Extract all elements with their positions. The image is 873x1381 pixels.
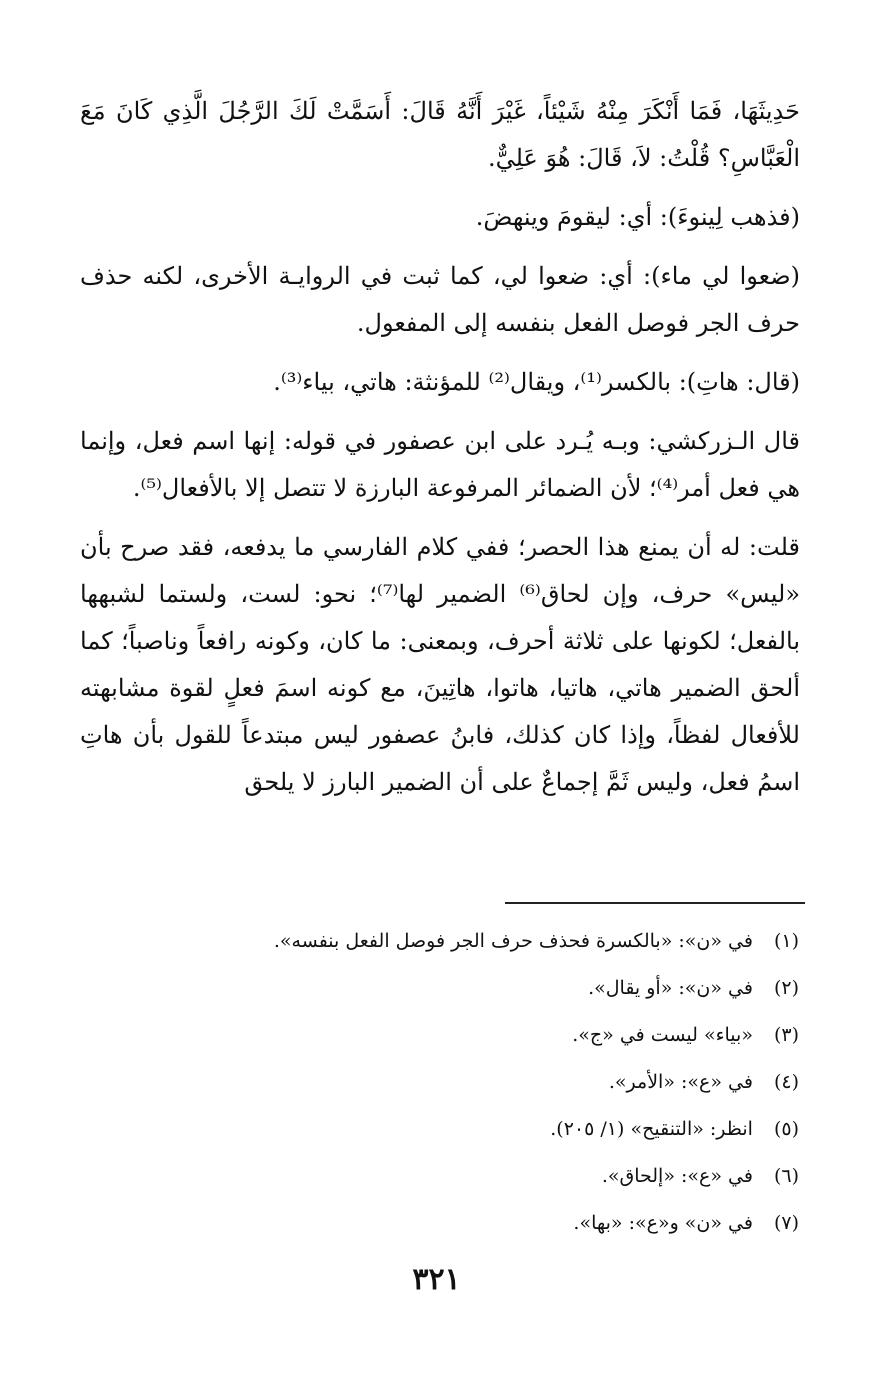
footnote-text: في «ن» و«ع»: «بها». [573,1212,753,1234]
footnote-text: في «ع»: «الأمر». [608,1071,753,1093]
paragraph-qal-hati: (قال: هاتِ): بالكسر⁽¹⁾، ويقال⁽²⁾ للمؤنثة: هاتي، بياء⁽³⁾. [273,368,800,396]
footnote-item [79,1059,799,1106]
footnote-item [79,965,799,1012]
paragraph-hadith: حَدِيثَهَا، فَمَا أَنْكَرَ مِنْهُ شَيْئاً، غَيْرَ أَنَّهُ قَالَ: أَسَمَّتْ لَكَ الرَّجُلَ الَّذِي كَانَ مَعَ الْعَبَّاسِ؟ قُلْتُ: لاَ، قَالَ: هُوَ عَلِيٌّ. [80,97,800,172]
footnote-number: (٦) [773,1165,799,1187]
footnote-divider [505,902,805,904]
footnote-item [79,1200,799,1247]
footnote-item [79,1106,799,1153]
footnote-number: (٢) [773,977,799,999]
footnote-text: في «ن»: «أو يقال». [588,977,753,999]
footnote-text: في «ع»: «إلحاق». [601,1165,753,1187]
footnote-text: «بياء» ليست في «ج». [572,1024,753,1046]
footnote-number: (٥) [773,1118,799,1140]
paragraph-qultu: قلت: له أن يمنع هذا الحصر؛ ففي كلام الفارسي ما يدفعه، فقد صرح بأن «ليس» حرف، وإن لحاق⁽⁶⁾ الضمير لها⁽⁷⁾؛ نحو: لست، ولستما لشبهها بالفعل؛ لكونها على ثلاثة أحرف، وبمعنى: ما كان، وكونه رافعاً وناصباً؛ كما ألحق الضمير هاتي، هاتيا، هاتوا، هاتِينَ، مع كونه اسمَ فعلٍ لقوة مشابهته للأفعال لفظاً، وإذا كان كذلك، فابنُ عصفور ليس مبتدعاً للقول بأن هاتِ اسمُ فعل، وليس ثَمَّ إجماعٌ على أن الضمير البارز لا يلحق [80,533,801,796]
footnote-text: في «ن»: «بالكسرة فحذف حرف الجر فوصل الفعل بنفسه». [273,930,753,952]
footnote-item [79,1153,799,1200]
footnote-number: (٧) [773,1212,799,1234]
footnote-number: (٤) [773,1071,799,1093]
footnote-text: انظر: «التنقيح» (١/ ٢٠٥). [550,1118,753,1140]
footnote-item [79,918,799,965]
main-text-body [80,88,800,818]
paragraph-fadhahaba: (فذهب لِينوءَ): أي: ليقومَ وينهضَ. [475,203,800,231]
page-number: ٣٢١ [412,1262,461,1297]
footnote-number: (٣) [773,1024,799,1046]
footnote-number: (١) [773,930,799,952]
paragraph-zarkashi: قال الـزركشي: وبـه يُـرد على ابن عصفور في قوله: إنها اسم فعل، وإنما هي فعل أمر⁽⁴⁾؛ لأن الضمائر المرفوعة البارزة لا تتصل إلا بالأفعال⁽⁵⁾. [80,427,800,502]
footnote-item [79,1012,799,1059]
paragraph-dau-li-maa: (ضعوا لي ماء): أي: ضعوا لي، كما ثبت في الروايـة الأخرى، لكنه حذف حرف الجر فوصل الفعل بنفسه إلى المفعول. [80,262,800,337]
footnotes-list [79,918,799,1247]
